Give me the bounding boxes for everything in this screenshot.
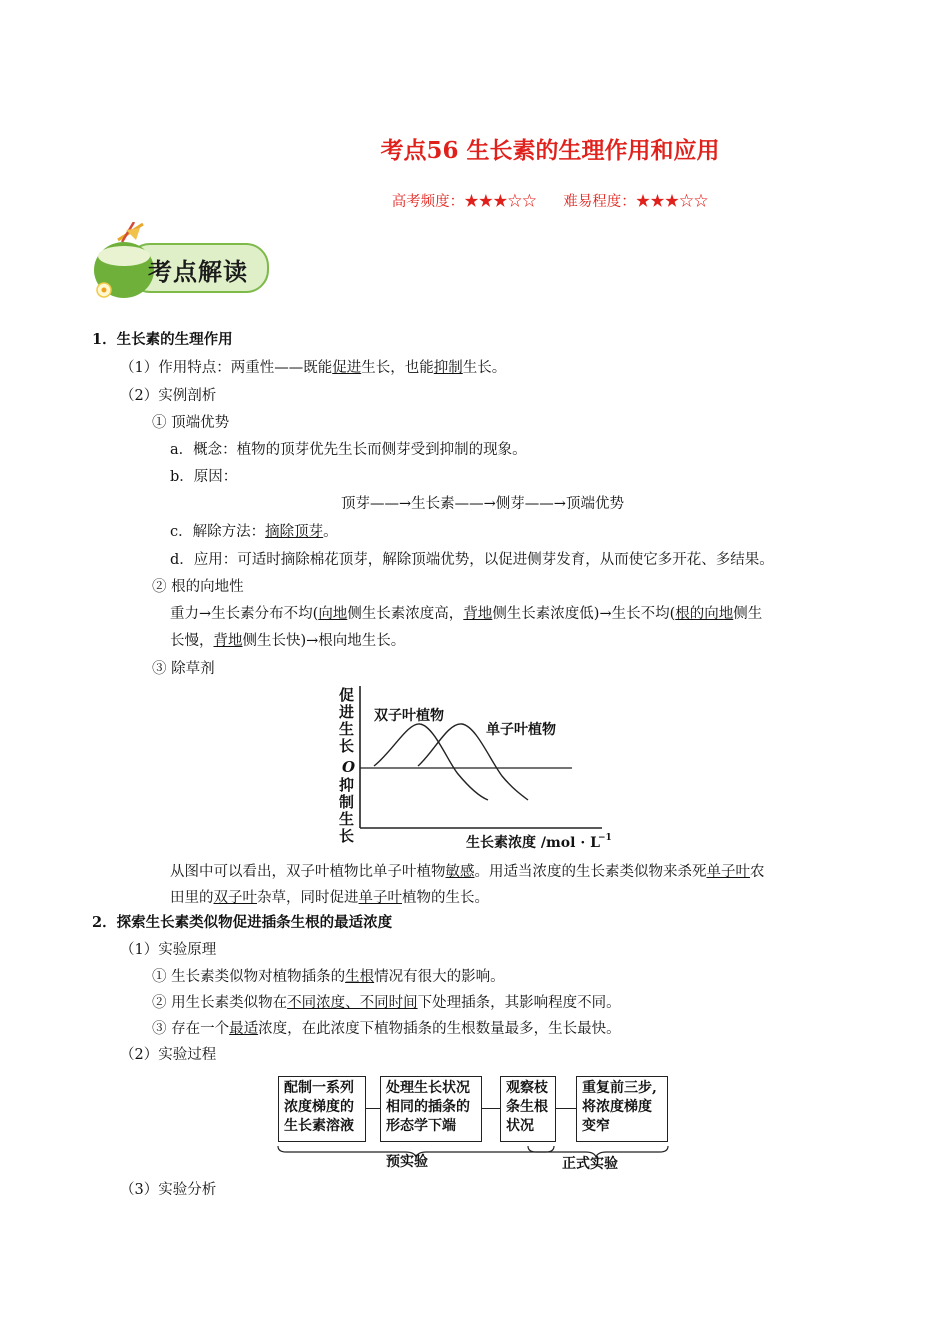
flow-box-1 [278,1076,366,1142]
s2-r3-a: ③ 存在一个 [152,1021,230,1037]
brace-pre-label: 预实验 [386,1154,428,1170]
c2-l1-e: 侧生长素浓度低)→生长不均( [492,606,676,622]
flow-box-1-l2: 浓度梯度的 [284,1099,354,1115]
difficulty-line [0,190,950,211]
ylabel-bottom-3: 长 [339,827,355,845]
s2-p3: （3）实验分析 [120,1182,217,1198]
ylabel-bottom-0: 抑 [339,776,355,794]
c3-l1-d: 单子叶 [706,864,750,880]
c1-flow: 顶芽——→生长素——→侧芽——→顶端优势 [341,496,624,512]
flow-box-3-l3: 状况 [506,1118,534,1134]
brace-formal-label: 正式实验 [562,1156,618,1172]
page-title: 考点56 生长素的生理作用和应用 [380,137,720,164]
c2-l2-b: 背地 [213,633,243,649]
chart-svg [330,682,620,854]
s2-r2-c: 下处理插条，其影响程度不同。 [417,995,621,1011]
legend-monocot: 单子叶植物 [486,722,556,738]
c3-l2-c: 杂草，同时促进 [257,890,359,906]
c1-c-pre: c．解除方法： [170,524,266,540]
difficulty-stars: ★★★☆☆ [635,194,709,210]
s2-r2 [152,993,621,1013]
flow-box-2-l1: 处理生长状况 [386,1080,470,1096]
x-axis-label-sup: −1 [598,833,612,843]
c2-title: ② 根的向地性 [152,579,244,595]
c3-l2 [170,888,489,908]
frequency-label-text: 高考频度： [391,194,465,210]
frequency-label [392,194,537,210]
c2-l2-c: 侧生长快)→根向地生长。 [242,633,406,649]
s1-p1-b: 促进 [332,360,362,376]
banner-text: 考点解读 [148,258,248,286]
flow-box-2 [380,1076,482,1142]
c2-l1-a: 重力→生长素分布不均( [170,606,319,622]
s2-r1-a: ① 生长素类似物对植物插条的 [152,969,346,985]
flow-arrow-1 [366,1108,380,1109]
difficulty-label-text: 难易程度： [563,194,636,210]
s2-r3-b: 最适 [229,1021,259,1037]
s2-r3 [152,1019,621,1039]
section-banner [88,222,278,304]
c1-d: d．应用：可适时摘除棉花顶芽，解除顶端优势，以促进侧芽发育，从而使它多开花、多结果。 [170,552,774,568]
flow-box-4 [576,1076,668,1142]
flow-box-4-l3: 变窄 [582,1118,610,1134]
ylabel-top-2: 生 [339,720,355,738]
flow-box-3-l1: 观察枝 [506,1080,548,1096]
herbicide-chart [330,682,620,854]
s2-r1-c: 情况有很大的影响。 [374,969,505,985]
section2-heading: 2．探索生长素类似物促进插条生根的最适浓度 [92,914,393,931]
c2-l1-g: 侧生 [733,606,763,622]
c1-c-u: 摘除顶芽 [265,524,324,540]
s2-p2: （2）实验过程 [120,1047,217,1063]
s2-r2-a: ② 用生长素类似物在 [152,995,288,1011]
s2-r2-b: 不同浓度、不同时间 [287,995,418,1011]
origin-label: O [342,758,356,776]
s2-r3-c: 浓度，在此浓度下植物插条的生根数量最多，生长最快。 [258,1021,621,1037]
legend-dicot: 双子叶植物 [374,708,444,724]
series-dicot-curve [374,724,488,800]
c1-a: a．概念：植物的顶芽优先生长而侧芽受到抑制的现象。 [170,442,527,458]
flow-box-4-l1: 重复前三步, [582,1080,657,1096]
flow-box-1-l1: 配制一系列 [284,1080,354,1096]
c3-title: ③ 除草剂 [152,661,215,677]
flow-box-2-l2: 相同的插条的 [386,1099,470,1115]
flow-box-1-l3: 生长素溶液 [284,1118,354,1134]
c3-l1 [170,862,765,882]
c2-l2 [170,631,405,651]
c3-l2-e: 植物的生长。 [402,890,489,906]
x-axis-label: 生长素浓度 /mol · L [466,835,600,851]
flow-box-3 [500,1076,556,1142]
flow-box-2-l3: 形态学下端 [386,1118,456,1134]
section1-heading: 1．生长素的生理作用 [92,331,233,348]
ylabel-bottom-2: 生 [339,810,355,828]
experiment-flow [276,1072,676,1172]
c3-l2-a: 田里的 [170,890,214,906]
c3-l1-b: 敏感 [445,864,475,880]
ylabel-top-0: 促 [339,686,355,704]
c1-title: ① 顶端优势 [152,415,230,431]
c2-l1-d: 背地 [463,606,493,622]
s1-p1-a: （1）作用特点：两重性——既能 [120,360,333,376]
c2-l1-f: 根的向地 [675,606,734,622]
s1-p1-c: 生长，也能 [361,360,434,376]
c3-l2-b: 双子叶 [213,890,257,906]
c1-c-post: 。 [323,524,338,540]
difficulty-label [563,194,708,210]
c1-c [170,522,338,542]
ylabel-top-3: 长 [339,737,355,755]
flow-arrow-3 [556,1108,576,1109]
s1-p1 [120,358,506,378]
c2-l2-a: 长慢， [170,633,214,649]
ylabel-bottom-1: 制 [339,793,355,811]
ylabel-top-1: 进 [339,703,355,721]
c2-l1 [170,604,762,624]
s2-p1: （1）实验原理 [120,942,217,958]
c3-l1-a: 从图中可以看出，双子叶植物比单子叶植物 [170,864,446,880]
s1-p1-d: 抑制 [433,360,463,376]
s1-p2: （2）实例剖析 [120,388,217,404]
c2-l1-b: 向地 [318,606,348,622]
s2-r1-b: 生根 [345,969,375,985]
flow-arrow-2 [482,1108,500,1109]
c2-l1-c: 侧生长素浓度高， [347,606,464,622]
c3-l1-c: 。用适当浓度的生长素类似物来杀死 [474,864,707,880]
c3-l2-d: 单子叶 [358,890,402,906]
frequency-stars: ★★★☆☆ [464,194,537,210]
flow-box-4-l2: 将浓度梯度 [582,1099,652,1115]
s2-r1 [152,967,505,987]
s1-p1-e: 生长。 [462,360,507,376]
c3-l1-e: 农 [750,864,765,880]
c1-b: b．原因： [170,469,238,485]
flow-box-3-l2: 条生根 [506,1099,548,1115]
